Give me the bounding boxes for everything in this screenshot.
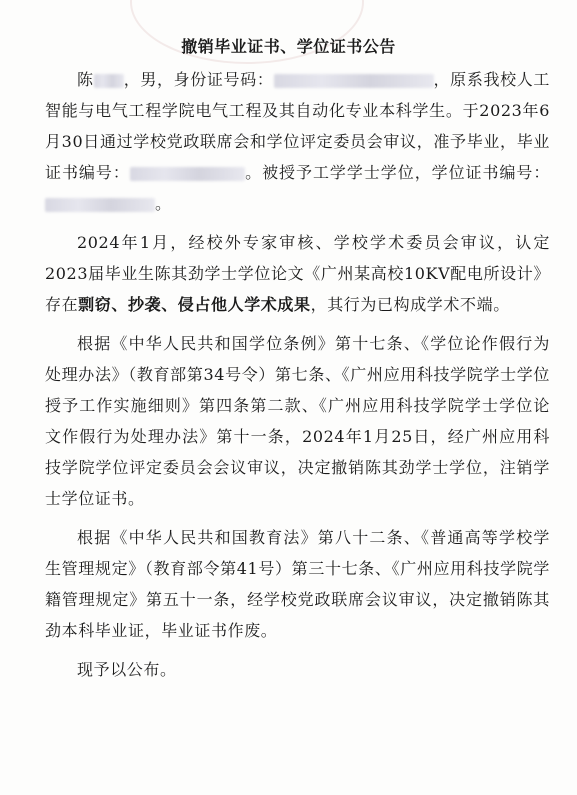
paragraph-end: 。	[155, 194, 172, 213]
graduation-info-text: ，原系我校人工智能与电气工程学院电气工程及其自动化专业本科学生。于2023年6月30日通过学校党政联席会和学位评定委员会审议，准予毕业，毕业证书编号：	[45, 70, 551, 182]
page-title: 撤销毕业证书、学位证书公告	[181, 37, 396, 56]
student-name-visible: 陈	[77, 70, 94, 89]
finding-text-b: ，其行为已构成学术不端。	[310, 295, 510, 314]
finding-text-a: 2024年1月，经校外专家审核、学校学术委员会审议，认定2023届毕业生陈其劲学士学位论文《广州某高校10KV配电所设计》存在	[45, 233, 550, 314]
redacted-diploma-number	[130, 167, 245, 181]
paragraph-misconduct-finding	[45, 227, 550, 320]
redacted-id-number	[274, 74, 434, 88]
paragraph-announcement: 现予以公布。	[77, 660, 177, 679]
finding-bold-text: 剽窃、抄袭、侵占他人学术成果	[78, 295, 311, 314]
paragraph-diploma-revocation: 根据《中华人民共和国教育法》第八十二条、《普通高等学校学生管理规定》（教育部令第41号）第三十七条、《广州应用科技学院学籍管理规定》第五十一条，经学校党政联席会议审议，决定撤销陈其劲本科毕业证，毕业证书作废。	[45, 528, 550, 640]
paragraph-student-info	[45, 64, 550, 219]
sex-id-label: ，男，身份证号码：	[123, 70, 274, 89]
redacted-name	[94, 74, 124, 88]
paragraph-degree-revocation: 根据《中华人民共和国学位条例》第十七条、《学位论作假行为处理办法》（教育部第34号令）第七条、《广州应用科技学院学士学位授予工作实施细则》第四条第二款、《广州应用科技学院学士学位论文作假行为处理办法》第十一条，2024年1月25日，经广州应用科技学院学位评定委员会会议审议，决定撤销陈其劲学士学位，注销学士学位证书。	[45, 334, 550, 508]
document-body	[45, 64, 550, 693]
degree-info-text: 。被授予工学学士学位，学位证书编号：	[244, 163, 550, 182]
redacted-degree-number	[45, 198, 155, 212]
